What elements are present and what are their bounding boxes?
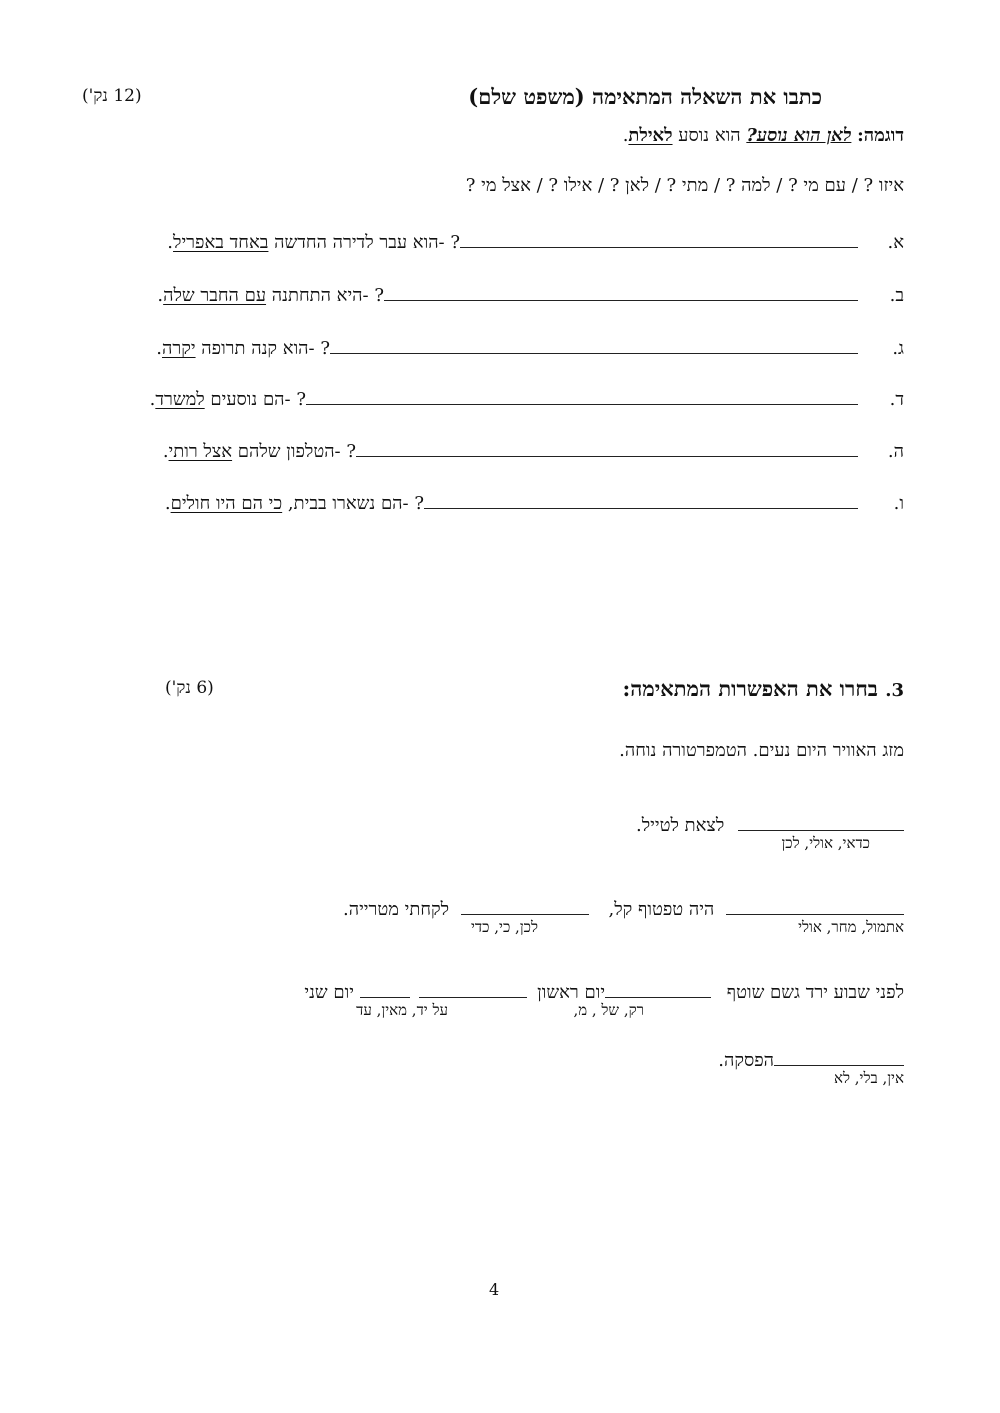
example-label: דוגמה:: [857, 125, 904, 146]
options-1: כדאי, אולי, לכן: [781, 834, 870, 852]
sentence-3-start: לפני שבוע ירד גשם שוטף: [726, 982, 904, 1003]
list-item: [94, 438, 904, 462]
item-text: ? -הם נשארו בבית,: [282, 493, 424, 514]
list-item: [94, 386, 904, 410]
options-4: אין, בלי, לא: [833, 1069, 904, 1087]
sentence-1: [636, 812, 904, 836]
sentence-3-mid: יום ראשון: [537, 982, 606, 1003]
section3-number: 3.: [885, 680, 904, 701]
sentence-2: [343, 896, 904, 920]
item-target: יקרה: [162, 338, 196, 359]
answer-blank-c[interactable]: [330, 335, 858, 354]
item-text: ? -הוא עבר לדירה החדשה: [268, 232, 460, 253]
item-letter: ב.: [889, 285, 904, 306]
list-item: [94, 282, 904, 306]
section3-intro: מזג האוויר היום נעים. הטמפרטורה נוחה.: [619, 740, 904, 761]
answer-blank-f[interactable]: [424, 490, 858, 509]
sentence-3: [304, 979, 904, 1003]
choice-blank-2a[interactable]: [726, 896, 904, 915]
choice-blank-4[interactable]: [774, 1047, 904, 1066]
item-target: למשרד: [155, 389, 205, 410]
item-letter: ה.: [887, 441, 904, 462]
item-end: .: [157, 285, 164, 306]
item-end: .: [149, 389, 156, 410]
item-end: .: [167, 232, 174, 253]
choice-blank-1[interactable]: [738, 812, 904, 831]
sentence-4: [718, 1047, 904, 1071]
options-3a: רק, של , מ,: [573, 1001, 644, 1019]
list-item: [94, 335, 904, 359]
list-item: [94, 229, 904, 253]
item-letter: ג.: [892, 338, 904, 359]
section2-points: (12 נק'): [82, 86, 142, 106]
answer-blank-b[interactable]: [384, 282, 858, 301]
example-answer: לאן הוא נוסע?: [746, 125, 852, 146]
example-end: .: [622, 125, 629, 146]
item-target: באחד באפריל: [173, 232, 269, 253]
item-end: .: [164, 493, 171, 514]
options-3b: על יד, מאין, עד: [356, 1001, 448, 1019]
word-bank: איזו ? / עם מי ? / למה ? / מתי ? / לאן ? / אילו ? / אצל מי ?: [465, 175, 904, 196]
example-text: הוא נוסע: [672, 125, 747, 146]
options-2a: אתמול, מחר, אולי: [798, 918, 904, 936]
sentence-3-end: יום שני: [304, 982, 354, 1003]
sentence-2-mid: היה טפטוף קל,: [608, 899, 715, 920]
example-line: [623, 125, 904, 146]
sentence-4-after: הפסקה.: [718, 1050, 774, 1071]
item-text: ? -הטלפון שלהם: [232, 441, 356, 462]
item-end: .: [156, 338, 162, 359]
item-letter: ד.: [889, 389, 904, 410]
item-text: ? -הם נוסעים: [204, 389, 306, 410]
item-letter: ו.: [893, 493, 904, 514]
item-target: כי הם היו חולים: [170, 493, 283, 514]
answer-blank-a[interactable]: [460, 229, 858, 248]
answer-blank-e[interactable]: [356, 438, 858, 457]
section3-header: [622, 676, 904, 702]
section3-title: בחרו את האפשרות המתאימה:: [622, 676, 878, 701]
item-letter: א.: [887, 232, 904, 253]
item-target: עם החבר שלה: [163, 285, 267, 306]
item-text: ? -הוא קנה תרופה: [195, 338, 330, 359]
example-target: לאילת: [628, 125, 673, 146]
choice-blank-3a[interactable]: [605, 979, 711, 998]
sentence-2-after: לקחתי מטרייה.: [343, 899, 450, 920]
list-item: [94, 490, 904, 514]
item-target: אצל רותי: [168, 441, 233, 462]
item-text: ? -היא התחתנה: [266, 285, 384, 306]
sentence-1-text: לצאת לטייל.: [636, 815, 725, 836]
answer-blank-d[interactable]: [306, 386, 858, 405]
section3-points: (6 נק'): [165, 678, 214, 698]
section2-title: כתבו את השאלה המתאימה (משפט שלם): [468, 84, 822, 109]
options-2b: לכן, כי, כדי: [471, 918, 538, 936]
choice-blank-3b[interactable]: [419, 979, 527, 998]
choice-blank-2b[interactable]: [461, 896, 589, 915]
item-end: .: [162, 441, 169, 462]
choice-blank-3c[interactable]: [360, 979, 410, 998]
page-number: 4: [489, 1280, 500, 1299]
